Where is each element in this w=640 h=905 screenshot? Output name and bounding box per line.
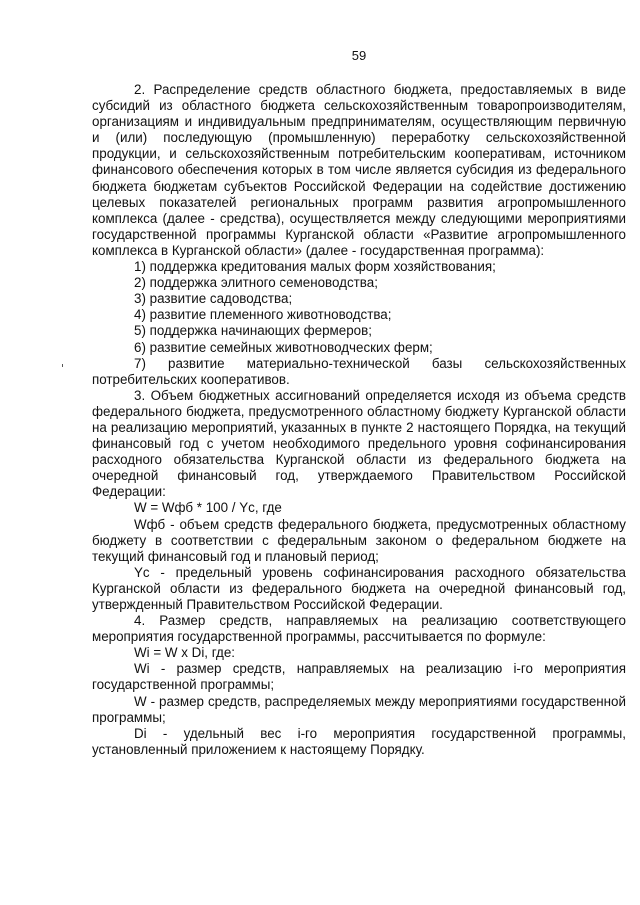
list-item-1: 1) поддержка кредитования малых форм хозяйствования;: [134, 259, 496, 275]
document-body: [92, 82, 626, 758]
paragraph-item-3: 3. Объем бюджетных ассигнований определяется исходя из объема средств федерального бюджета, предусмотренного областному бюджету Курганской области на реализацию мероприятий, указанных в пункте 2 настоящего Порядка, на текущий финансовый год с учетом необходимого предельного уровня софинансирования расходного обязательства Курганской области из федерального бюджета на очередной финансовый год, утверждаемого Правительством Российской Федерации:: [92, 387, 626, 500]
list-item-7: 7) развитие материально-технической базы сельскохозяйственных потребительских кооперативов.: [92, 355, 626, 387]
definition-wi: Wi - размер средств, направляемых на реализацию i-го мероприятия государственной программы;: [92, 661, 626, 693]
scan-mark: [62, 364, 63, 367]
definition-yc: Yc - предельный уровень софинансирования расходного обязательства Курганской области из федерального бюджета на очередной финансовый год, утвержденный Правительством Российской Федерации.: [92, 564, 626, 612]
list-item-3: 3) развитие садоводства;: [134, 291, 293, 307]
list-item-5: 5) поддержка начинающих фермеров;: [134, 323, 372, 339]
formula-total: W = Wфб * 100 / Yc, где: [134, 500, 282, 516]
page-number: 59: [351, 48, 367, 63]
list-item-2: 2) поддержка элитного семеноводства;: [134, 275, 378, 291]
definition-w: W - размер средств, распределяемых между мероприятиями государственной программы;: [92, 693, 626, 725]
paragraph-item-4: 4. Размер средств, направляемых на реализацию соответствующего мероприятия государственной программы, рассчитывается по формуле:: [92, 613, 626, 645]
definition-di: Di - удельный вес i-го мероприятия государственной программы, установленный приложением к настоящему Порядку.: [92, 725, 626, 757]
paragraph-item-2: 2. Распределение средств областного бюджета, предоставляемых в виде субсидий из областного бюджета сельскохозяйственным товаропроизводителям, организациям и индивидуальным предпринимателям, осуществляющим первичную и (или) последующую (промышленную) переработку сельскохозяйственной продукции, и сельскохозяйственным потребительским кооперативам, источником финансового обеспечения которых в том числе является субсидия из федерального бюджета бюджетам субъектов Российской Федерации на содействие достижению целевых показателей региональных программ развития агропромышленного комплекса (далее - средства), осуществляется между следующими мероприятиями государственной программы Курганской области «Развитие агропромышленного комплекса в Курганской области» (далее - государственная программа):: [92, 82, 626, 258]
definition-wfb: Wфб - объем средств федерального бюджета, предусмотренных областному бюджету в соответствии с федеральным законом о федеральном бюджете на текущий финансовый год и плановый период;: [92, 516, 626, 564]
list-item-4: 4) развитие племенного животноводства;: [134, 307, 392, 323]
list-item-6: 6) развитие семейных животноводческих ферм;: [134, 339, 433, 355]
formula-wi: Wi = W x Di, где:: [134, 645, 235, 661]
